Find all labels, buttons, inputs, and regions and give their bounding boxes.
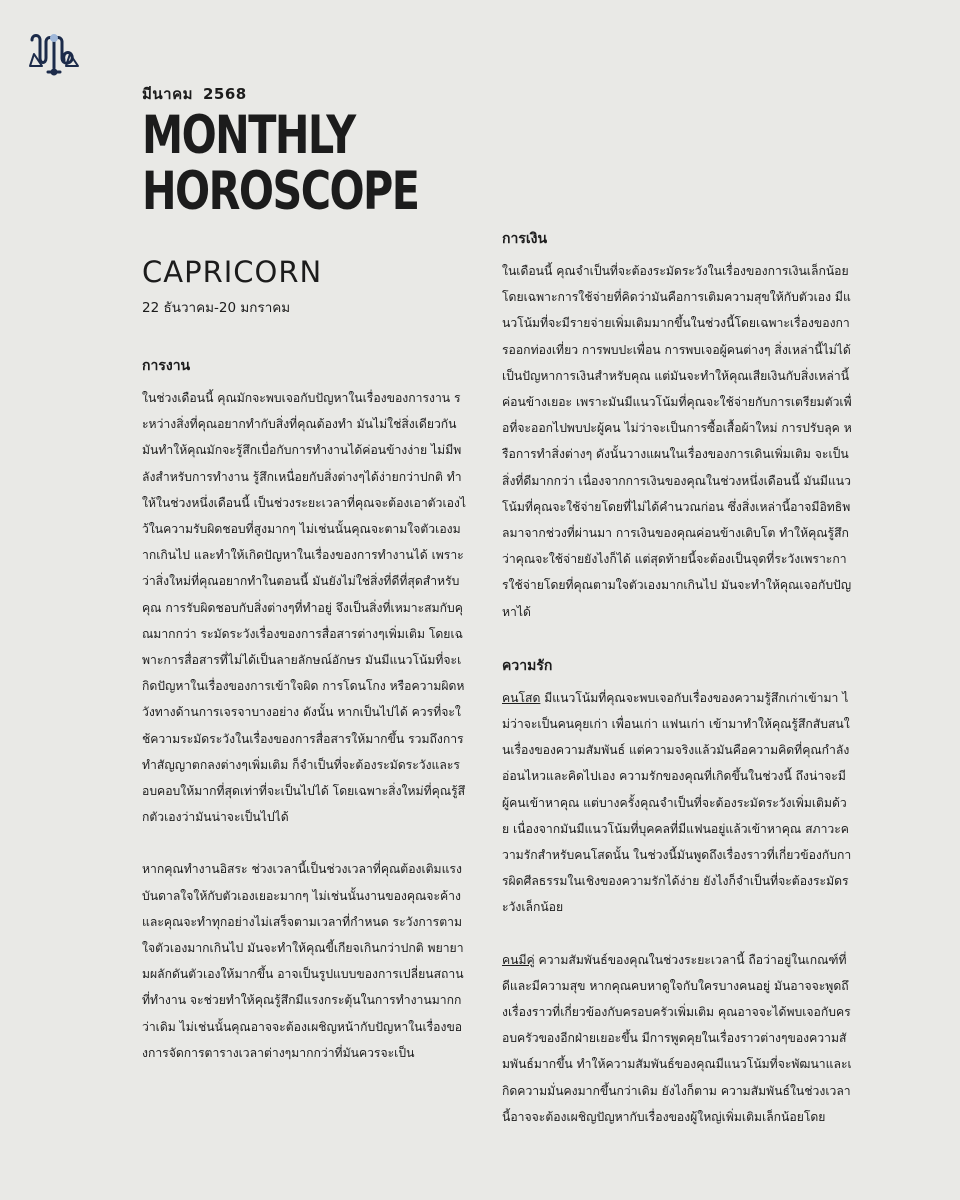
- zodiac-sign: CAPRICORN: [142, 255, 323, 289]
- love-married-paragraph: [502, 947, 852, 1130]
- single-text: มีแนวโน้มที่คุณจะพบเจอกับเรื่องของความรู้สึกเก่าเข้ามา ไม่ว่าจะเป็นคนคุยเก่า เพื่อนเก่า แฟนเก่า เข้ามาทำให้คุณรู้สึกสับสนในเรื่องของความสัมพันธ์ แต่ความจริงแล้วมันคือความคิดที่คุณกำลังอ่อนไหวและคิดไปเอง ความรักของคุณที่เกิดขึ้นในช่วงนี้ ถึงน่าจะมีผู้คนเข้าหาคุณ แต่บางครั้งคุณจำเป็นที่จะต้องระมัดระวังเพิ่มเติมด้วย เนื่องจากมันมีแนวโน้มที่บุคคลที่มีแฟนอยู่แล้วเข้าหาคุณ สภาวะความรักสำหรับคนโสดนั้น ในช่วงนี้มันพูดถึงเรื่องราวที่เกี่ยวข้องกับการผิดศีลธรรมในเชิงของความรักได้ง่าย ยังไงก็จำเป็นที่จะต้องระมัดระวังเล็กน้อย: [502, 690, 852, 915]
- work-heading: การงาน: [142, 358, 191, 374]
- month-label: มีนาคม: [142, 85, 193, 103]
- right-column: [502, 228, 852, 1130]
- money-heading: การเงิน: [502, 231, 548, 247]
- work-paragraph-1: ในช่วงเดือนนี้ คุณมักจะพบเจอกับปัญหาในเรื่องของการงาน ระหว่างสิ่งที่คุณอยากทำกับสิ่งที่คุณต้องทำ มันไม่ใช่สิ่งเดียวกัน มันทำให้คุณมักจะรู้สึกเบื่อกับการทำงานได้ค่อนข้างง่าย ไม่มีพลังสำหรับการทำงาน รู้สึกเหนื่อยกับสิ่งต่างๆได้ง่ายกว่าปกติ ทำให้ในช่วงหนึ่งเดือนนี้ เป็นช่วงระยะเวลาที่คุณจะต้องเอาตัวเองไว้ในความรับผิดชอบที่สูงมากๆ ไม่เช่นนั้นคุณจะตามใจตัวเองมากเกินไป และทำให้เกิดปัญหาในเรื่องของการทำงานได้ เพราะว่าสิ่งใหม่ที่คุณอยากทำในตอนนี้ มันยังไม่ใช่สิ่งที่ดีที่สุดสำหรับคุณ การรับผิดชอบกับสิ่งต่างๆที่ทำอยู่ จึงเป็นสิ่งที่เหมาะสมกับคุณมากกว่า ระมัดระวังเรื่องของการสื่อสารต่างๆเพิ่มเติม โดยเฉพาะการสื่อสารที่ไม่ได้เป็นลายลักษณ์อักษร มันมีแนวโน้มที่จะเกิดปัญหาในเรื่องของการเข้าใจผิด การโดนโกง หรือความผิดหวังทางด้านการเจรจาบางอย่าง ดังนั้น หากเป็นไปได้ ควรที่จะใช้ความระมัดระวังในเรื่องของการสื่อสารให้มากขึ้น รวมถึงการทำสัญญาตกลงต่างๆเพิ่มเติม ก็จำเป็นที่จะต้องระมัดระวังและรอบคอบให้มากที่สุดเท่าที่จะเป็นไปได้ โดยเฉพาะสิ่งใหม่ที่คุณรู้สึกตัวเองว่ามันน่าจะเป็นไปได้: [142, 391, 467, 825]
- title-line-1: MONTHLY: [142, 105, 355, 166]
- date-range: 22 ธันวาคม-20 มกราคม: [142, 300, 291, 316]
- money-paragraph: ในเดือนนี้ คุณจำเป็นที่จะต้องระมัดระวังในเรื่องของการเงินเล็กน้อย โดยเฉพาะการใช้จ่ายที่คิดว่ามันคือการเติมความสุขให้กับตัวเอง มีแนวโน้มที่จะมีรายจ่ายเพิ่มเติมมากขึ้นในช่วงนี้โดยเฉพาะเรื่องของการออกท่องเที่ยว การพบปะเพื่อน การพบเจอผู้คนต่างๆ สิ่งเหล่านี้ไม่ได้เป็นปัญหาการเงินสำหรับคุณ แต่มันจะทำให้คุณเสียเงินกับสิ่งเหล่านี้ค่อนข้างเยอะ เพราะมันมีแนวโน้มที่คุณจะใช้จ่ายกับการเตรียมตัวเพื่อที่จะออกไปพบปะผู้คน ไม่ว่าจะเป็นการซื้อเสื้อผ้าใหม่ การปรับลุค หรือการทำสิ่งต่างๆ ดังนั้นวางแผนในเรื่องของการเดินเพิ่มเติม จะเป็นสิ่งที่ดีมากกว่า เนื่องจากการเงินของคุณในช่วงหนึ่งเดือนนี้ มันมีแนวโน้มที่คุณจะใช้จ่ายโดยที่ไม่ได้คำนวณก่อน ซึ่งสิ่งเหล่านี้อาจมีอิทธิพลมาจากช่วงที่ผ่านมา การเงินของคุณค่อนข้างเติบโต ทำให้คุณรู้สึกว่าคุณจะใช้จ่ายยังไงก็ได้ แต่สุดท้ายนี้จะต้องเป็นจุดที่ระวังเพราะการใช้จ่ายโดยที่คุณตามใจตัวเองมากเกินไป มันจะทำให้คุณเจอกับปัญหาได้: [502, 264, 852, 619]
- left-column: [142, 82, 466, 1066]
- month-year: [142, 82, 466, 102]
- work-paragraph-2: หากคุณทำงานอิสระ ช่วงเวลานี้เป็นช่วงเวลาที่คุณต้องเติมแรงบันดาลใจให้กับตัวเองเยอะมากๆ ไม่เช่นนั้นงานของคุณจะค้าง และคุณจะทำทุกอย่างไม่เสร็จตามเวลาที่กำหนด ระวังการตามใจตัวเองมากเกินไป มันจะทำให้คุณขี้เกียจเกินกว่าปกติ พยายามผลักดันตัวเองให้มากขึ้น อาจเป็นรูปแบบของการเปลี่ยนสถานที่ทำงาน จะช่วยทำให้คุณรู้สึกมีแรงกระตุ้นในการทำงานมากกว่าเดิม ไม่เช่นนั้นคุณอาจจะต้องเผชิญหน้ากับปัญหาในเรื่องของการจัดการตารางเวลาต่างๆมากกว่าที่มันควรจะเป็น: [142, 862, 464, 1060]
- love-single-paragraph: [502, 685, 852, 921]
- love-heading: ความรัก: [502, 657, 553, 674]
- married-label: คนมีคู่: [502, 952, 535, 967]
- married-text: ความสัมพันธ์ของคุณในช่วงระยะเวลานี้ ถือว่าอยู่ในเกณฑ์ที่ดีและมีความสุข หากคุณคบหาดูใจกับใครบางคนอยู่ มันอาจจะพูดถึงเรื่องราวที่เกี่ยวข้องกับครอบครัวเพิ่มเติม คุณอาจจะได้พบเจอกับครอบครัวของอีกฝ่ายเยอะขึ้น มีการพูดคุยในเรื่องราวต่างๆของความสัมพันธ์มากขึ้น ทำให้ความสัมพันธ์ของคุณมีแนวโน้มที่จะพัฒนาและเกิดความมั่นคงมากขึ้นกว่าเดิม ยังไงก็ตาม ความสัมพันธ์ในช่วงเวลานี้อาจจะต้องเผชิญปัญหากับเรื่องของผู้ใหญ่เพิ่มเติมเล็กน้อยโดย: [502, 952, 852, 1124]
- title-line-2: HOROSCOPE: [142, 161, 419, 222]
- capricorn-scales-logo: [28, 28, 80, 82]
- page-title: [142, 105, 470, 222]
- single-label: คนโสด: [502, 690, 541, 705]
- year-label: 2568: [203, 85, 247, 103]
